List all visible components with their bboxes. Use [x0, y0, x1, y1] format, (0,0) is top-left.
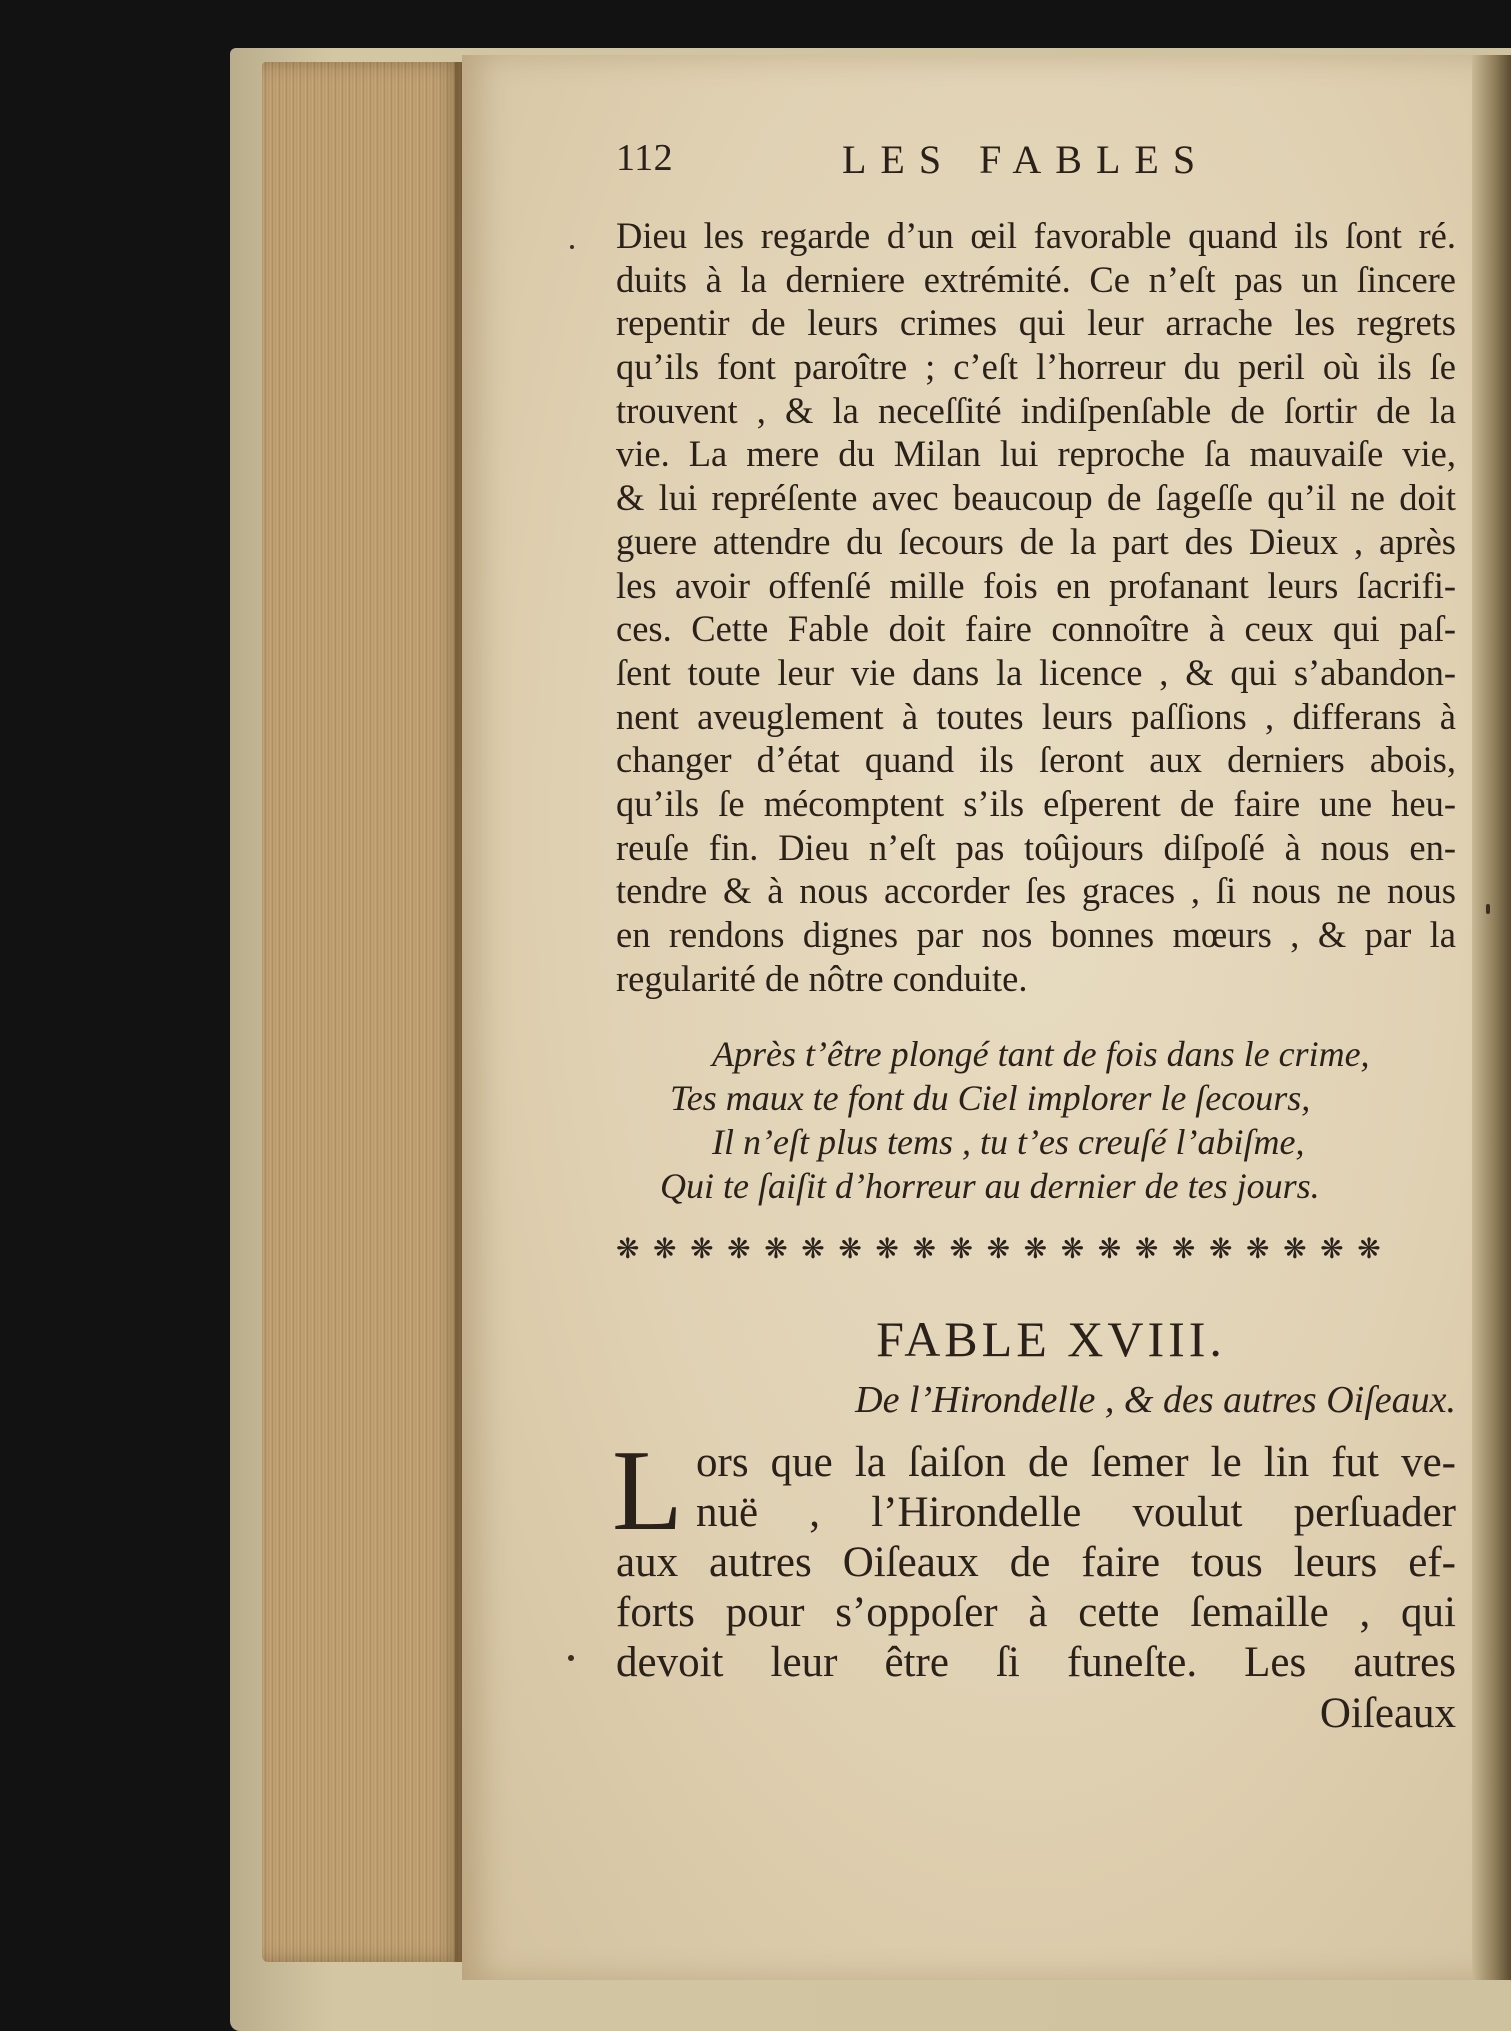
page-edges [262, 62, 462, 1962]
fable-text [612, 1427, 1456, 1688]
text-line: changer d’état quand ils ſeront aux derniers abois, [616, 739, 1456, 781]
text-line: reuſe fin. Dieu n’eſt pas toûjours diſpoſé à nous en- [616, 826, 1456, 868]
text-line: forts pour s’oppoſer à cette ſemaille , qui [616, 1589, 1456, 1637]
text-line: Dieu les regarde d’un œil favorable quand ils ſont ré. [616, 215, 1456, 256]
text-line: devoit leur être ſi funeſte. Les autres [616, 1639, 1456, 1687]
text-line: aux autres Oiſeaux de faire tous leurs ef- [616, 1539, 1456, 1587]
text-line: les avoir offenſé mille fois en profanant leurs ſacrifi- [616, 564, 1456, 606]
ink-speck [1486, 904, 1490, 914]
page-number: 112 [616, 137, 674, 179]
verse-line: Qui te ſaiſit d’horreur au dernier de tes jours. [660, 1166, 1320, 1207]
text-line: duits à la derniere extrémité. Ce n’eſt pas un ſincere [616, 258, 1456, 300]
book-gutter [1472, 55, 1511, 1980]
text-line: vie. La mere du Milan lui reproche ſa mauvaiſe vie, [616, 433, 1456, 475]
text-line: guere attendre du ſecours de la part des Dieux , après [616, 520, 1456, 562]
moral-verse [616, 1032, 1456, 1208]
ink-speck [570, 245, 574, 249]
text-line: repentir de leurs crimes qui leur arrache les regrets [616, 302, 1456, 344]
fable-subtitle: De l’Hirondelle , & des autres Oiſeaux. [855, 1379, 1456, 1422]
text-line: regularité de nôtre conduite. [616, 957, 1028, 999]
commentary-paragraph [616, 214, 1456, 1000]
text-line: en rendons dignes par nos bonnes mœurs , & par la [616, 914, 1456, 955]
verse-line: Après t’être plongé tant de fois dans le crime, [712, 1034, 1370, 1075]
fable-title: FABLE XVIII. [876, 1311, 1226, 1368]
text-line: trouvent , & la neceſſité indiſpenſable de ſortir de la [616, 389, 1456, 431]
text-line: ces. Cette Fable doit faire connoître à ceux qui paſ- [616, 608, 1456, 650]
verse-line: Il n’eſt plus tems , tu t’es creuſé l’abiſme, [712, 1122, 1305, 1163]
catchword: Oiſeaux [1319, 1690, 1456, 1738]
ink-speck [568, 1655, 574, 1661]
text-line: qu’ils ſe mécomptent s’ils eſperent de faire une heu- [616, 782, 1456, 824]
text-line: & lui repréſente avec beaucoup de ſageſſe qu’il ne doit [616, 477, 1456, 519]
drop-cap: L [612, 1427, 683, 1556]
ornament-rule: ❋❋❋❋❋❋❋❋❋❋❋❋❋❋❋❋❋❋❋❋❋ [616, 1234, 1395, 1266]
text-line: nent aveuglement à toutes leurs paſſions , differans à [616, 695, 1456, 737]
running-title: LES FABLES [842, 137, 1210, 182]
running-head [616, 132, 1456, 192]
text-line: ſent toute leur vie dans la licence , & qui s’abandon- [616, 651, 1456, 693]
page-content [612, 132, 1456, 1740]
text-line: ors que la ſaiſon de ſemer le lin fut ve- [696, 1439, 1456, 1487]
text-line: nuë , l’Hirondelle voulut perſuader [696, 1489, 1456, 1537]
text-line: tendre & à nous accorder ſes graces , ſi nous ne nous [616, 870, 1456, 912]
verse-line: Tes maux te font du Ciel implorer le ſecours, [670, 1078, 1311, 1119]
text-line: qu’ils font paroître ; c’eſt l’horreur du peril où ils ſe [616, 346, 1456, 388]
